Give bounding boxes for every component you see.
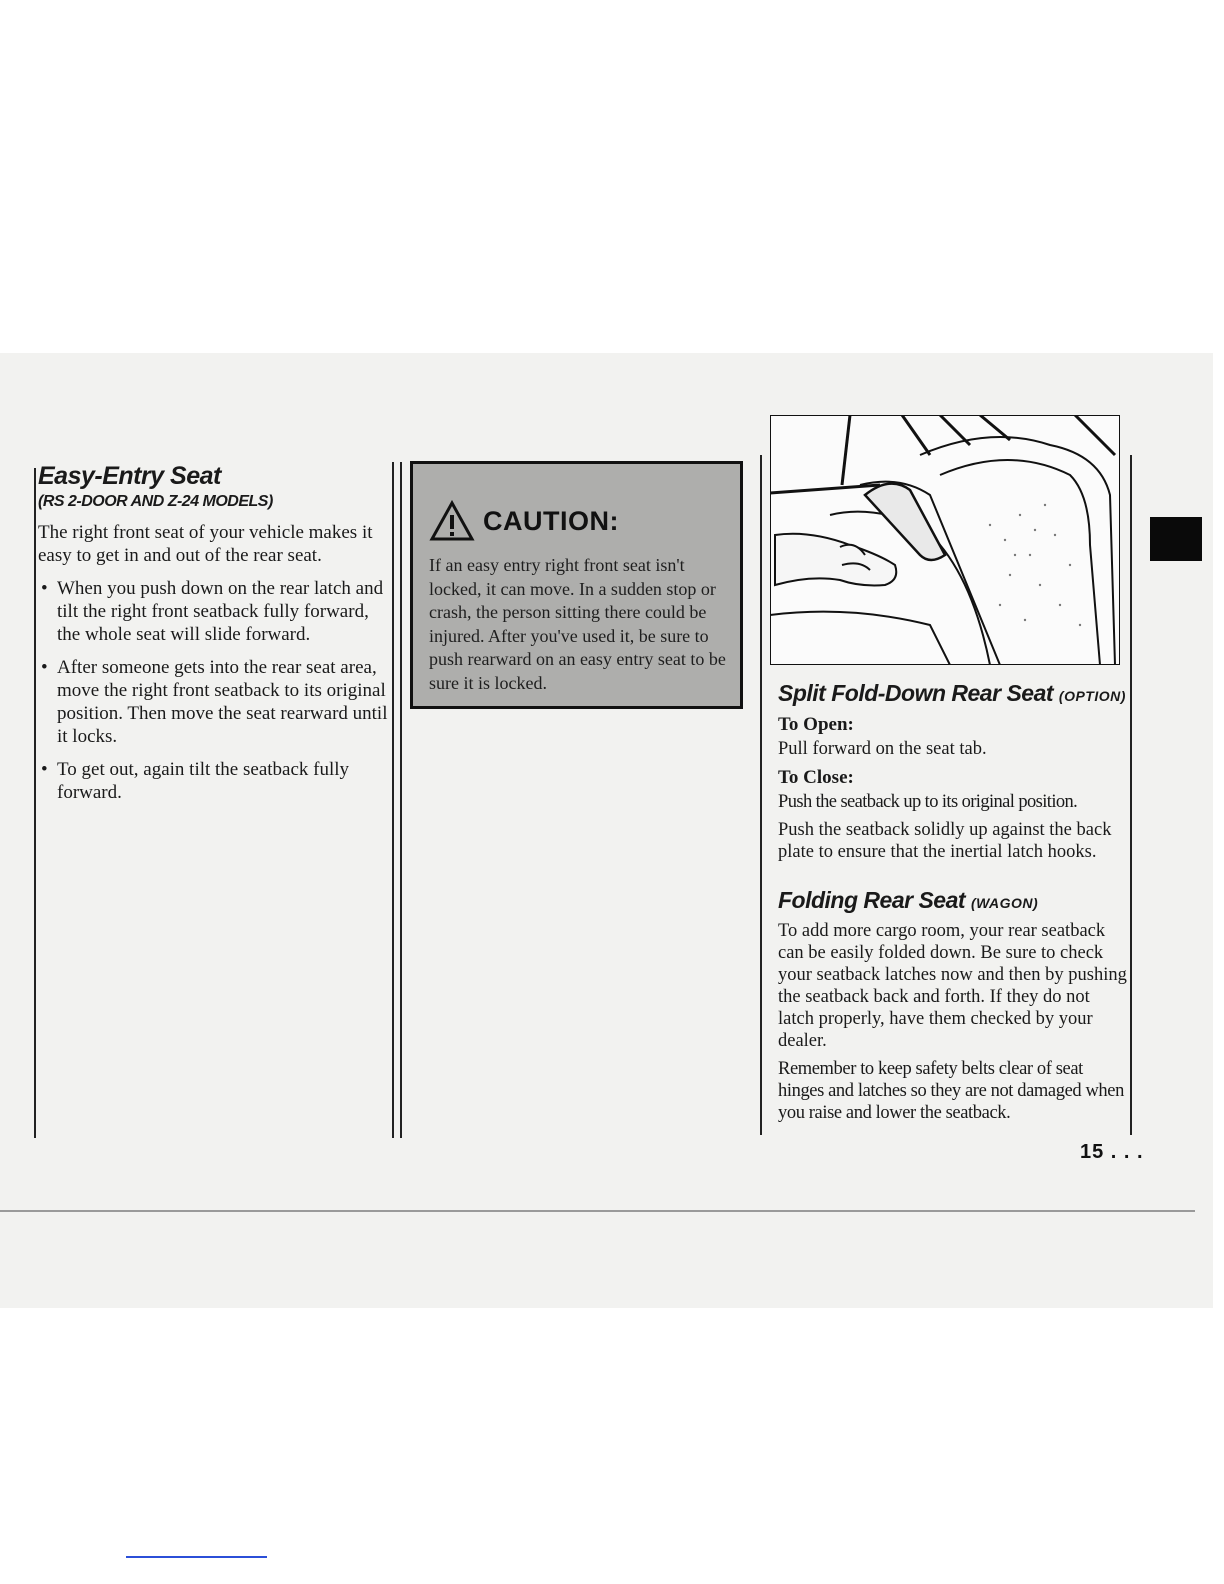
folding-rear-title: Folding Rear Seat (WAGON) bbox=[778, 887, 1039, 913]
column-rule-right-a bbox=[760, 455, 762, 1135]
caution-header bbox=[429, 500, 728, 542]
seat-release-illustration bbox=[770, 415, 1120, 665]
list-item: • After someone gets into the rear seat area, move the right front seatback to its original position. Then move the seat rearward until it locks. bbox=[41, 657, 388, 747]
to-close-label: To Close: bbox=[778, 767, 854, 788]
folding-text-1: To add more cargo room, your rear seatback can be easily folded down. Be sure to check your seatback latches now and then by pushing the seatback back and forth. If they do not latch properly, have them checked by your dealer. bbox=[778, 921, 1127, 1051]
caution-box bbox=[410, 461, 743, 709]
page-number: 15 . . . bbox=[1080, 1141, 1144, 1163]
folding-text-2: Remember to keep safety belts clear of seat hinges and latches so they are not damaged when you raise and lower the seatback. bbox=[778, 1059, 1124, 1123]
bullet-icon: • bbox=[41, 657, 48, 678]
rear-seat-section bbox=[778, 678, 1128, 1130]
easy-entry-title: Easy-Entry Seat bbox=[38, 462, 221, 490]
folding-rear-tag: (WAGON) bbox=[970, 895, 1039, 911]
easy-entry-bullets bbox=[38, 577, 390, 804]
warning-triangle-icon bbox=[429, 500, 475, 542]
bullet-icon: • bbox=[41, 578, 48, 599]
column-rule-right-b bbox=[1130, 455, 1132, 1135]
caution-text: If an easy entry right front seat isn't locked, it can move. In a sudden stop or crash, the person sitting there could be injured. After you've used it, be sure to push rearward on an easy entry seat to be sure it is locked. bbox=[429, 555, 726, 693]
list-item: • To get out, again tilt the seatback fully forward. bbox=[41, 759, 350, 803]
column-rule-center-right bbox=[400, 462, 402, 1138]
to-close-text-2: Push the seatback solidly up against the back plate to ensure that the inertial latch hooks. bbox=[778, 820, 1112, 862]
column-rule-left bbox=[34, 468, 36, 1138]
bullet-icon: • bbox=[41, 759, 48, 780]
split-fold-tag: (OPTION) bbox=[1058, 688, 1126, 704]
link-underline bbox=[126, 1556, 267, 1558]
to-close-text-1: Push the seatback up to its original position. bbox=[778, 792, 1078, 812]
to-open-text: Pull forward on the seat tab. bbox=[778, 739, 987, 759]
section-tab-marker bbox=[1150, 517, 1202, 561]
column-rule-center-left bbox=[392, 462, 394, 1138]
split-fold-title: Split Fold-Down Rear Seat (OPTION) bbox=[778, 680, 1126, 706]
easy-entry-intro: The right front seat of your vehicle makes it easy to get in and out of the rear seat. bbox=[38, 522, 373, 566]
easy-entry-section bbox=[38, 461, 390, 814]
easy-entry-subtitle: (RS 2-DOOR AND Z-24 MODELS) bbox=[38, 493, 273, 510]
to-open-label: To Open: bbox=[778, 714, 854, 735]
caution-title: CAUTION: bbox=[483, 505, 619, 536]
footer-rule bbox=[0, 1210, 1195, 1212]
list-item: • When you push down on the rear latch and tilt the right front seatback fully forward, the whole seat will slide forward. bbox=[41, 578, 384, 645]
